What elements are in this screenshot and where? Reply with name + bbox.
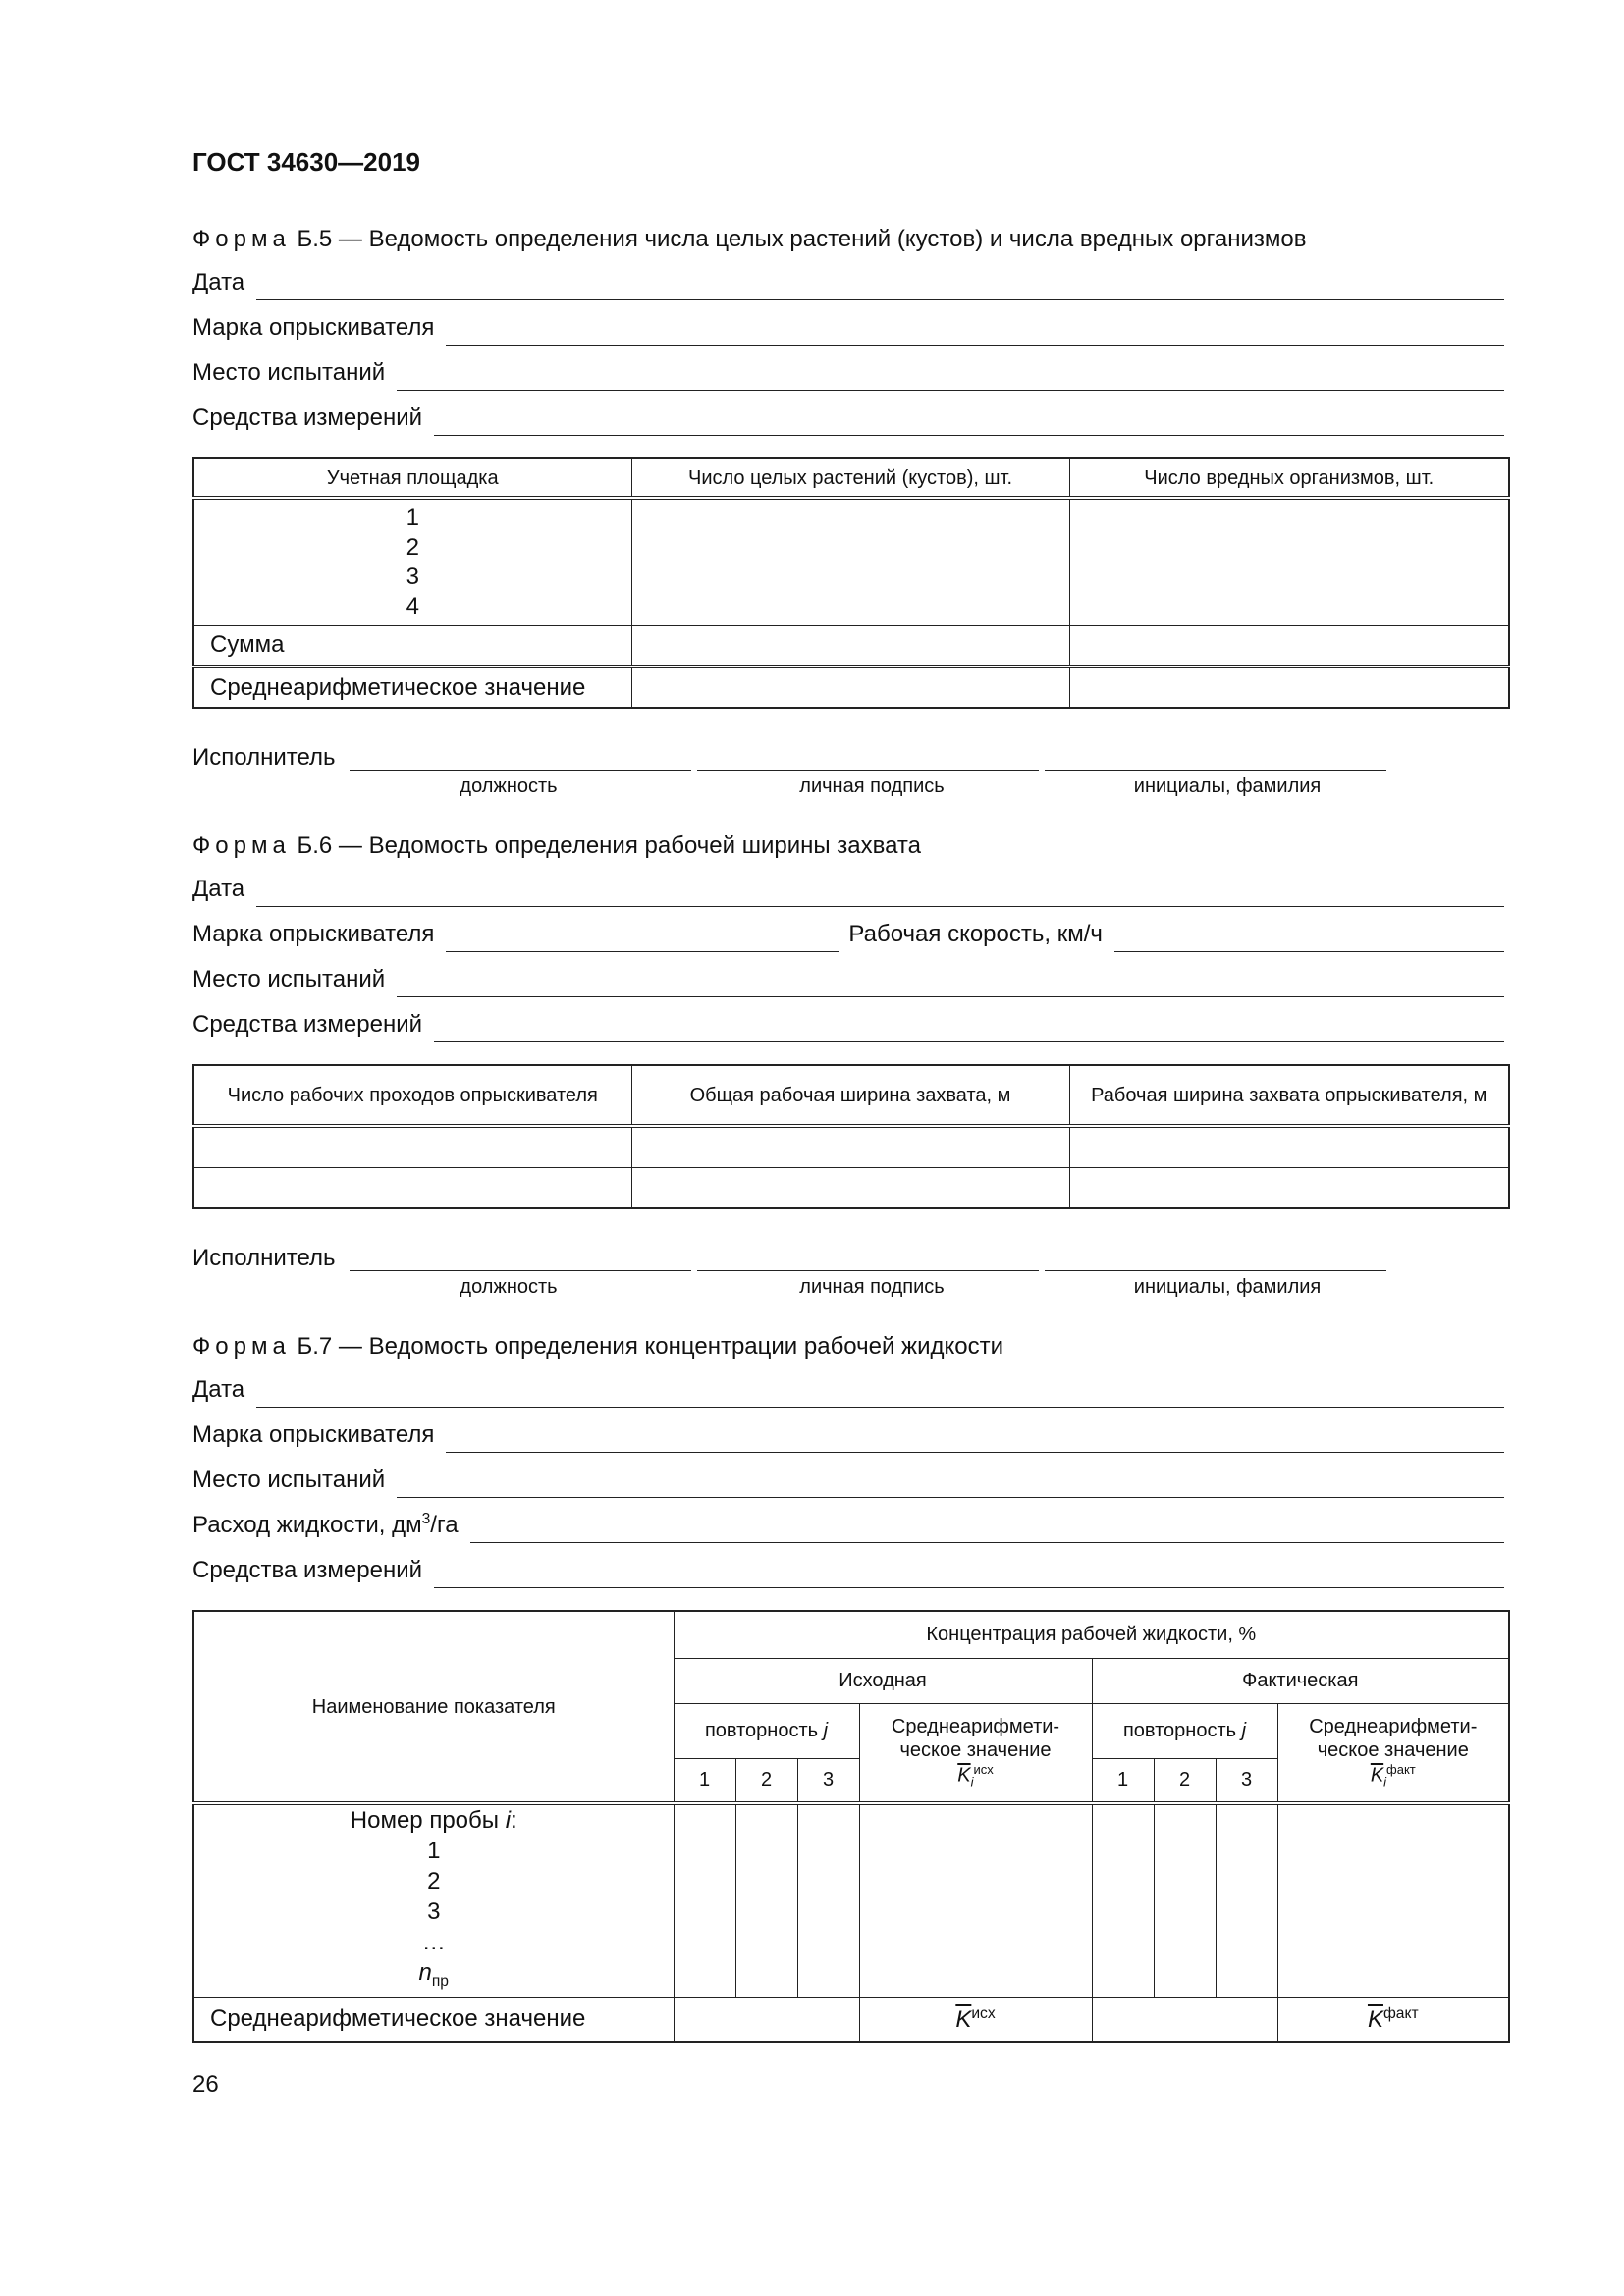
b7-sprayer-row bbox=[192, 1419, 1504, 1453]
form-word: Форма bbox=[192, 1333, 291, 1360]
b6-sprayer-row bbox=[192, 919, 1504, 952]
b7-avg-actual-head bbox=[1277, 1703, 1509, 1803]
tools-label: Средства измерений bbox=[192, 1011, 423, 1038]
b7-col-actual: Фактическая bbox=[1092, 1658, 1509, 1703]
tools-fill-line bbox=[434, 1560, 1504, 1588]
k-sup-fact: факт bbox=[1386, 1762, 1416, 1778]
b7-k-actual-total bbox=[1277, 1997, 1509, 2042]
b6-cell bbox=[631, 1167, 1069, 1208]
b6-executor-label: Исполнитель bbox=[192, 1245, 336, 1271]
b7-initial-col-2: 2 bbox=[735, 1758, 797, 1803]
b6-date-row bbox=[192, 874, 1504, 907]
flow-label bbox=[192, 1511, 459, 1543]
b5-cell bbox=[1069, 625, 1509, 667]
b5-plot-1: 1 bbox=[406, 504, 419, 531]
b7-cell bbox=[1154, 1803, 1216, 1997]
flow-label-prefix: Расход жидкости, дм bbox=[192, 1512, 422, 1538]
place-label: Место испытаний bbox=[192, 359, 386, 386]
b5-sprayer-row bbox=[192, 312, 1504, 346]
b7-cell bbox=[859, 1803, 1092, 1997]
b6-cell bbox=[193, 1126, 631, 1167]
b6-name-caption: инициалы, фамилия bbox=[1133, 1276, 1322, 1298]
b6-cell bbox=[1069, 1167, 1509, 1208]
k-symbol: $\overline{K}$ bbox=[1367, 2005, 1383, 2033]
page-number: 26 bbox=[192, 2071, 219, 2098]
b7-cell bbox=[1216, 1803, 1277, 1997]
b6-signature-caption: личная подпись bbox=[799, 1276, 945, 1298]
avg-head-line-2: ческое значение bbox=[899, 1739, 1052, 1762]
b5-cell bbox=[1069, 498, 1509, 625]
b7-cell bbox=[735, 1803, 797, 1997]
date-label: Дата bbox=[192, 876, 245, 902]
b5-executor-label: Исполнитель bbox=[192, 744, 336, 771]
b7-samples-cell bbox=[193, 1803, 674, 1997]
k-sup-fact: факт bbox=[1382, 2004, 1419, 2022]
avg-head-line-2: ческое значение bbox=[1317, 1739, 1469, 1762]
sample-2: 2 bbox=[427, 1868, 441, 1895]
b5-position-caption: должность bbox=[460, 775, 558, 797]
avg-head-line-1: Среднеарифмети- bbox=[1309, 1716, 1478, 1738]
flow-fill-line bbox=[470, 1515, 1504, 1543]
place-label: Место испытаний bbox=[192, 966, 386, 992]
k-symbol: $\overline{K}$ bbox=[957, 1764, 971, 1787]
b7-repeat-initial bbox=[674, 1703, 859, 1758]
form-word: Форма bbox=[192, 832, 291, 859]
form-b5-title bbox=[192, 226, 1306, 253]
b5-col-plot: Учетная площадка bbox=[193, 458, 631, 498]
k-index: i bbox=[1383, 1774, 1387, 1789]
b5-signature-line bbox=[697, 770, 1039, 771]
k-symbol: $\overline{K}$ bbox=[955, 2005, 972, 2033]
b7-cell bbox=[674, 1803, 735, 1997]
sprayer-fill-line bbox=[446, 924, 839, 952]
b5-plot-4: 4 bbox=[406, 592, 419, 619]
repeat-label: повторность bbox=[704, 1720, 819, 1741]
b5-position-line bbox=[350, 770, 691, 771]
b7-actual-col-2: 2 bbox=[1154, 1758, 1216, 1803]
form-b5-table bbox=[192, 457, 1510, 709]
date-label: Дата bbox=[192, 269, 245, 295]
k-sup-init: исх bbox=[973, 1762, 994, 1778]
form-b6-title bbox=[192, 832, 921, 860]
form-b5-title-text: Б.5 — Ведомость определения числа целых растений (кустов) и числа вредных организмов bbox=[297, 226, 1307, 252]
b5-col-plants: Число целых растений (кустов), шт. bbox=[631, 458, 1069, 498]
k-actual-symbol bbox=[1278, 1762, 1509, 1789]
b6-position-caption: должность bbox=[460, 1276, 558, 1298]
date-fill-line bbox=[256, 272, 1504, 300]
b7-place-row bbox=[192, 1465, 1504, 1498]
b7-avg-label: Среднеарифметическое значение bbox=[193, 1997, 674, 2042]
form-b7-table bbox=[192, 1610, 1510, 2043]
b5-name-caption: инициалы, фамилия bbox=[1133, 775, 1322, 797]
b6-col-total-width: Общая рабочая ширина захвата, м bbox=[631, 1065, 1069, 1126]
b6-name-line bbox=[1045, 1270, 1386, 1271]
b7-col-concentration: Концентрация рабочей жидкости, % bbox=[674, 1611, 1509, 1658]
form-b7-title-text: Б.7 — Ведомость определения концентрации рабочей жидкости bbox=[297, 1333, 1004, 1360]
b7-tools-row bbox=[192, 1555, 1504, 1588]
b7-cell bbox=[674, 1997, 859, 2042]
form-word: Форма bbox=[192, 226, 291, 252]
tools-fill-line bbox=[434, 407, 1504, 436]
speed-fill-line bbox=[1114, 924, 1504, 952]
sprayer-fill-line bbox=[446, 317, 1504, 346]
sample-1: 1 bbox=[427, 1838, 441, 1864]
b7-cell bbox=[1092, 1997, 1277, 2042]
k-symbol: $\overline{K}$ bbox=[1370, 1764, 1384, 1787]
b5-cell bbox=[631, 667, 1069, 708]
place-fill-line bbox=[397, 1469, 1504, 1498]
flow-label-sup: 3 bbox=[421, 1511, 431, 1527]
place-fill-line bbox=[397, 362, 1504, 391]
b5-name-line bbox=[1045, 770, 1386, 771]
b6-col-passes: Число рабочих проходов опрыскивателя bbox=[193, 1065, 631, 1126]
sample-ellipsis: … bbox=[421, 1929, 446, 1955]
b6-position-line bbox=[350, 1270, 691, 1271]
sample-n bbox=[194, 1957, 674, 1997]
b5-plot-3: 3 bbox=[406, 562, 419, 590]
b7-cell bbox=[1092, 1803, 1154, 1997]
speed-label: Рабочая скорость, км/ч bbox=[848, 921, 1103, 947]
b6-signature-line bbox=[697, 1270, 1039, 1271]
b5-plot-2: 2 bbox=[406, 533, 419, 561]
b5-tools-row bbox=[192, 402, 1504, 436]
flow-label-suffix: /га bbox=[430, 1512, 459, 1538]
form-b6-title-text: Б.6 — Ведомость определения рабочей ширины захвата bbox=[297, 832, 921, 859]
b7-repeat-actual bbox=[1092, 1703, 1277, 1758]
b5-plot-numbers bbox=[193, 498, 631, 625]
b6-cell bbox=[193, 1167, 631, 1208]
b7-cell bbox=[1277, 1803, 1509, 1997]
b7-flow-row bbox=[192, 1510, 1504, 1543]
b7-k-initial-total bbox=[859, 1997, 1092, 2042]
place-fill-line bbox=[397, 969, 1504, 997]
b7-initial-col-1: 1 bbox=[674, 1758, 735, 1803]
sample-var: i bbox=[505, 1807, 512, 1834]
avg-head-line-1: Среднеарифмети- bbox=[891, 1716, 1060, 1738]
form-b6-table bbox=[192, 1064, 1510, 1209]
k-index: i bbox=[970, 1774, 974, 1789]
place-label: Место испытаний bbox=[192, 1467, 386, 1493]
sprayer-label: Марка опрыскивателя bbox=[192, 1421, 435, 1448]
tools-label: Средства измерений bbox=[192, 404, 423, 431]
b7-col-indicator: Наименование показателя bbox=[193, 1611, 674, 1803]
repeat-label: повторность bbox=[1122, 1720, 1237, 1741]
b5-cell bbox=[631, 498, 1069, 625]
repeat-var: j bbox=[823, 1720, 829, 1741]
b6-place-row bbox=[192, 964, 1504, 997]
sprayer-fill-line bbox=[446, 1424, 1504, 1453]
k-initial-symbol bbox=[860, 1762, 1092, 1789]
b6-tools-row bbox=[192, 1009, 1504, 1042]
b7-col-initial: Исходная bbox=[674, 1658, 1092, 1703]
b7-initial-col-3: 3 bbox=[797, 1758, 859, 1803]
sample-colon: : bbox=[511, 1807, 517, 1834]
sprayer-label: Марка опрыскивателя bbox=[192, 314, 435, 341]
b7-date-row bbox=[192, 1374, 1504, 1408]
b5-col-pests: Число вредных организмов, шт. bbox=[1069, 458, 1509, 498]
date-label: Дата bbox=[192, 1376, 245, 1403]
b6-col-working-width: Рабочая ширина захвата опрыскивателя, м bbox=[1069, 1065, 1509, 1126]
b5-date-row bbox=[192, 267, 1504, 300]
sample-3: 3 bbox=[427, 1898, 441, 1925]
b7-avg-initial-head bbox=[859, 1703, 1092, 1803]
form-b7-title bbox=[192, 1333, 1003, 1361]
b7-actual-col-1: 1 bbox=[1092, 1758, 1154, 1803]
b6-cell bbox=[631, 1126, 1069, 1167]
b6-cell bbox=[1069, 1126, 1509, 1167]
sample-label-text: Номер пробы bbox=[350, 1807, 500, 1834]
n-sub: пр bbox=[431, 1972, 449, 1990]
b5-cell bbox=[1069, 667, 1509, 708]
n-base: n bbox=[418, 1959, 432, 1986]
sprayer-label: Марка опрыскивателя bbox=[192, 921, 435, 947]
sample-label bbox=[194, 1805, 674, 1836]
tools-label: Средства измерений bbox=[192, 1557, 423, 1583]
tools-fill-line bbox=[434, 1014, 1504, 1042]
b7-cell bbox=[797, 1803, 859, 1997]
date-fill-line bbox=[256, 879, 1504, 907]
b7-actual-col-3: 3 bbox=[1216, 1758, 1277, 1803]
date-fill-line bbox=[256, 1379, 1504, 1408]
repeat-var: j bbox=[1241, 1720, 1247, 1741]
document-code: ГОСТ 34630—2019 bbox=[192, 147, 420, 177]
k-sup-init: исх bbox=[971, 2004, 996, 2022]
b5-place-row bbox=[192, 357, 1504, 391]
b5-cell bbox=[631, 625, 1069, 667]
b5-avg-label: Среднеарифметическое значение bbox=[193, 667, 631, 708]
b5-signature-caption: личная подпись bbox=[799, 775, 945, 797]
b5-sum-label: Сумма bbox=[193, 625, 631, 667]
